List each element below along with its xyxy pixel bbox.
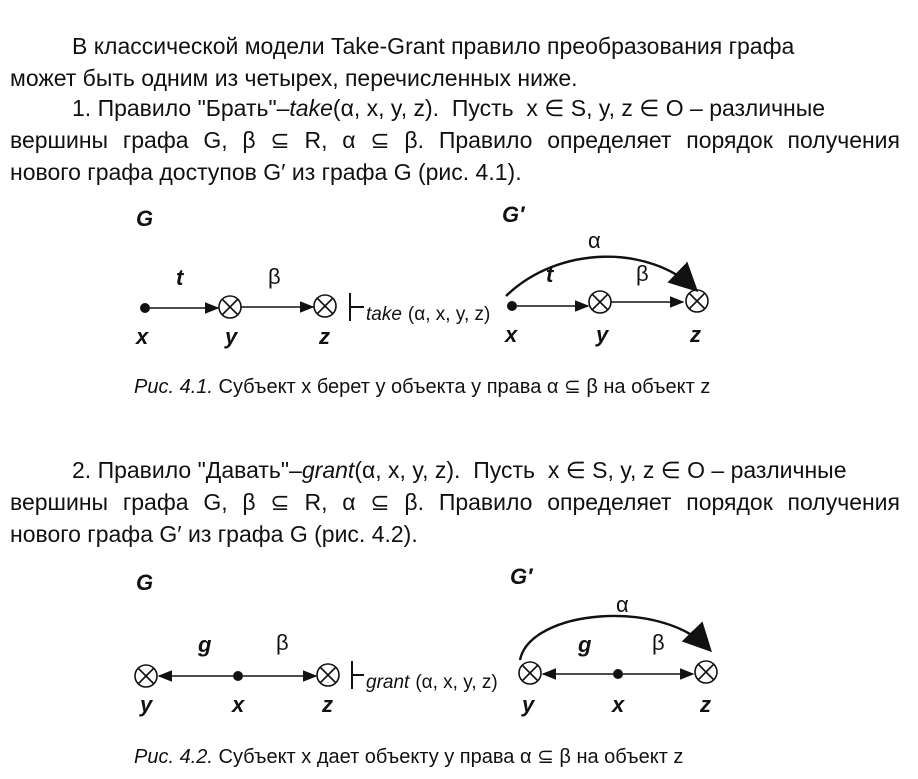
rule2-line-2: вершины графа G, β ⊆ R, α ⊆ β. Правило определяет порядок получения (10, 489, 900, 515)
rule2-cond: x ∈ S, y, z ∈ O – различные (547, 457, 847, 483)
fig2-caption (134, 744, 683, 769)
fig2-left-label-z: z (322, 692, 333, 717)
figure-4-1-graph (0, 196, 918, 366)
fig1-left-object-z (314, 295, 336, 317)
fig2-right-object-z (695, 661, 717, 683)
fig1-caption-text: Субъект x берет у объекта y права α ⊆ β на объект z (218, 376, 711, 398)
fig2-right-edge-alpha (520, 616, 708, 660)
fig2-right-label-z: z (700, 692, 711, 717)
fig2-caption-text: Субъект x дает объекту y права α ⊆ β на объект z (218, 746, 684, 768)
fig1-caption (134, 374, 710, 399)
fig2-rule-label: grant (366, 672, 410, 693)
rule1-cond-prefix: Пусть (451, 95, 514, 121)
fig1-left-label-z: z (319, 324, 330, 349)
fig2-right-label-alpha: α (616, 592, 629, 617)
fig2-right-label-g: g (578, 632, 592, 657)
fig2-right-label-beta: β (652, 630, 665, 655)
fig1-caption-prefix: Рис. 4.1. (134, 376, 213, 398)
rule2-op: grant (301, 457, 355, 483)
fig1-left-title: G (136, 206, 154, 231)
figure-4-1 (0, 196, 918, 366)
rule1-line-1 (10, 92, 900, 124)
fig1-left-object-y (219, 296, 241, 318)
fig1-right-label-beta: β (636, 261, 649, 286)
rule2-prefix: 2. Правило "Давать"– (72, 457, 302, 483)
fig2-left-label-x: x (232, 692, 245, 717)
fig2-right-subject-node (613, 669, 623, 679)
fig1-right-label-alpha: α (588, 228, 601, 253)
fig1-right-label-z: z (690, 322, 701, 347)
rule1-line-3: нового графа доступов G′ из графа G (рис. 4.1). (10, 159, 522, 185)
rule1-args: (α, x, y, z). (332, 95, 440, 121)
fig2-left-object-y (135, 665, 157, 687)
rule2-line-3: нового графа G′ из графа G (рис. 4.2). (10, 521, 418, 547)
rule1-prefix: 1. Правило "Брать"– (72, 95, 290, 121)
figure-4-2 (0, 560, 918, 730)
fig2-left-label-beta: β (276, 630, 289, 655)
fig1-left-label-x: x (136, 324, 149, 349)
intro-line-2: может быть одним из четырех, перечисленных ниже. (10, 65, 578, 91)
fig1-left-label-t: t (176, 265, 184, 290)
fig2-left-label-g: g (198, 632, 212, 657)
rule1-line-2: вершины графа G, β ⊆ R, α ⊆ β. Правило определяет порядок получения (10, 127, 900, 153)
fig1-right-label-y: y (596, 322, 609, 347)
fig2-left-title: G (136, 570, 154, 595)
fig2-caption-prefix: Рис. 4.2. (134, 746, 213, 768)
fig2-left-object-z (317, 664, 339, 686)
fig2-right-title: G′ (510, 564, 533, 589)
rule2-cond-prefix: Пусть (473, 457, 536, 483)
fig2-left-subject-node (233, 671, 243, 681)
fig2-rule-expression (366, 672, 498, 693)
rule2-args: (α, x, y, z). (354, 457, 461, 483)
fig1-left-label-y: y (225, 324, 238, 349)
fig1-right-edge-alpha (506, 257, 694, 296)
fig1-right-label-x: x (505, 322, 518, 347)
fig1-rule-expression (366, 304, 490, 325)
fig2-right-label-x: x (612, 692, 625, 717)
fig2-right-object-y (519, 662, 541, 684)
fig1-rule-args: (α, x, y, z) (407, 304, 491, 325)
fig1-right-label-t: t (546, 262, 554, 287)
rule1-op: take (289, 95, 333, 121)
fig2-left-label-y: y (140, 692, 153, 717)
fig1-right-subject-node (507, 301, 517, 311)
fig1-right-title: G′ (502, 202, 525, 227)
intro-paragraph (10, 30, 900, 94)
fig1-right-object-z (686, 290, 708, 312)
fig1-right-object-y (589, 291, 611, 313)
intro-line-1: В классической модели Take-Grant правило преобразования графа (72, 33, 795, 59)
fig1-left-subject-node (140, 303, 150, 313)
rule2-line-1 (10, 454, 900, 486)
fig2-rule-args: (α, x, y, z) (415, 672, 498, 693)
rule1-paragraph (10, 92, 900, 188)
figure-4-2-graph (0, 560, 918, 730)
rule2-paragraph (10, 454, 900, 550)
fig2-right-label-y: y (522, 692, 535, 717)
rule1-cond: x ∈ S, y, z ∈ O – различные (526, 95, 826, 121)
fig1-rule-label: take (366, 304, 402, 325)
fig1-left-label-beta: β (268, 264, 281, 289)
